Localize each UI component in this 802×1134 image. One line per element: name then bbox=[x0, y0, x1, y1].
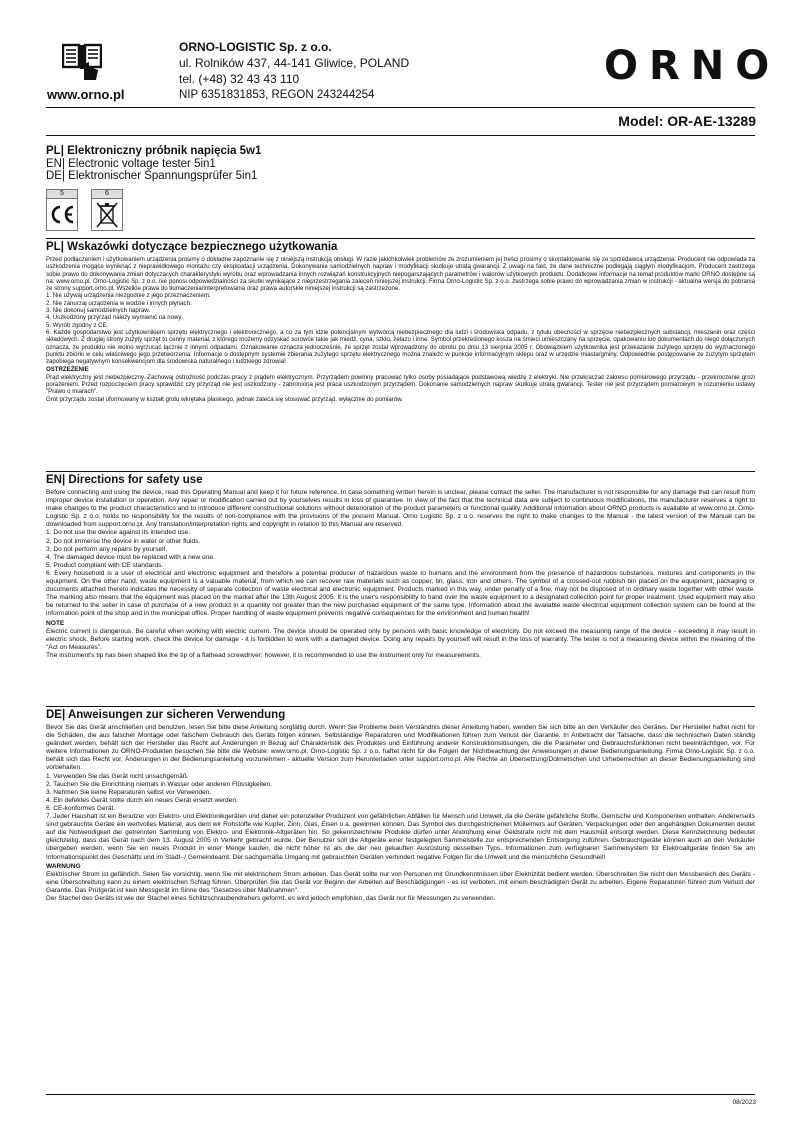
list-item: 4. Ein defektes Gerät sollte durch ein neues Gerät ersetzt werden. bbox=[46, 796, 238, 804]
warning-title: WARNUNG bbox=[46, 862, 81, 870]
icon-number: 6 bbox=[92, 190, 122, 199]
warning-title: NOTE bbox=[46, 619, 65, 627]
website-label[interactable]: www.orno.pl bbox=[47, 87, 125, 102]
section-heading-de: DE| Anweisungen zur sicheren Verwendung bbox=[46, 706, 755, 722]
company-address: ul. Rolników 437, 44-141 Gliwice, POLAND bbox=[179, 56, 410, 70]
instruction-list bbox=[46, 292, 755, 365]
ce-mark-icon bbox=[46, 189, 78, 231]
company-info bbox=[179, 39, 409, 103]
section-body-en bbox=[46, 489, 755, 660]
list-item: 3. Nie dokonuj samodzielnych napraw. bbox=[46, 307, 150, 315]
list-item: 3. Nehmen Sie keine Reparaturen selbst vor Verwenden. bbox=[46, 788, 212, 796]
list-item: 6. Every household is a user of electrical and electronic equipment and therefore a potential producer of hazardous waste to humans and the environment from the presence of hazardous substances, mixtures and components in the equipment. On the other hand, waste equipment is a valuable material, from which we can recover raw materials such as copper, tin, glass, iron and others. The symbol of a crossed-out rubbish bin placed on the equipment, packaging or documents attached thereto indicates the necessity of separate collection of waste electrical and electronic equipment. Products marked in this way, under penalty of a fine, may not be disposed of in ordinary waste together with other waste. The marking also means that the equipment was placed on the market after the 13th August 2005. It is the user's responsibility to hand over the waste equipment to a designated collection point for proper treatment. Used equipment may also be returned to the seller in case of purchase of a new product in a quantity not greater than the new purchased equipment of the same type. Information about the available waste electrical equipment collection system can be found at the information point of the shop and in the municipal office. Proper handling of waste equipment prevents negative consequences for the environment and human health! bbox=[46, 569, 755, 618]
section-heading-pl: PL| Wskazówki dotyczące bezpiecznego użytkowania bbox=[46, 238, 755, 254]
warning-text-2: The instrument's tip has been shaped like the tip of a flathead screwdriver; however, it is recommended to use the instrument only for measurements. bbox=[46, 651, 481, 659]
company-ids: NIP 6351831853, REGON 243244254 bbox=[179, 89, 375, 101]
document-date: 08/2023 bbox=[732, 1099, 756, 1106]
warning-title: OSTRZEŻENIE bbox=[46, 366, 89, 374]
warning-text-2: Der Stachel des Geräts ist wie der Stachel eines Schlitzschraubendrehers geformt, es wird jedoch empfohlen, das Gerät nur für Messungen zu verwenden. bbox=[46, 894, 496, 902]
instruction-list bbox=[46, 529, 755, 618]
section-heading-en: EN| Directions for safety use bbox=[46, 471, 755, 487]
section-body-pl bbox=[46, 256, 755, 403]
list-item: 6. Każde gospodarstwo jest użytkownikiem sprzętu elektrycznego i elektronicznego, a co za tym idzie potencjalnym wytwórcą niebezpiecznego dla ludzi i środowiska odpadu, z tytułu obecności w sprzęcie niebezpiecznych substancji, mieszanin oraz części składowych. Z drugiej strony zużyty sprzęt to cenny materiał, z którego możemy odzyskać surowce takie jak miedź, cyna, szkło, żelazo i inne. Symbol przekreślonego kosza na śmieci umieszczany na sprzęcie, opakowaniu lub dokumentach do niego dołączonych oznacza, że produktu nie wolno wyrzucać łącznie z innymi odpadami. Oznakowanie oznacza jednocześnie, że sprzęt został wprowadzony do obrotu po dniu 13 sierpnia 2005 r. Obowiązkiem użytkownika jest przekazanie zużytego sprzętu do wyznaczonego punktu zbiórki w celu właściwego jego przetworzenia. Informacje o dostępnym systemie zbierania zużytego sprzętu elektrycznego można znaleźć w punkcie informacyjnym sklepu oraz w urzędzie miasta/gminy. Odpowiednie postępowanie ze zużytym sprzętem zapobiega negatywnym konsekwencjom dla środowiska naturalnego i ludzkiego zdrowia! bbox=[46, 328, 755, 366]
company-name: ORNO-LOGISTIC Sp. z o.o. bbox=[179, 40, 332, 54]
model-number: Model: OR-AE-13289 bbox=[618, 113, 756, 129]
list-item: 2. Tauchen Sie die Einrichtung niemals in Wasser oder anderen Flüssigkeiten. bbox=[46, 780, 272, 788]
list-item: 4. The damaged device must be replaced with a new one. bbox=[46, 553, 215, 561]
title-en: EN| Electronic voltage tester 5in1 bbox=[46, 157, 216, 170]
icon-number: 5 bbox=[47, 190, 77, 199]
warning-text: Prąd elektryczny jest niebezpieczny. Zachowaj ostrożność podczas pracy z prądem elektrycznym. Przyrządem powinny pracować tylko osoby posiadające podstawową wiedzę z elektryki. Nie przekraczać zakresu pomiarowego przyrządu - przekroczenie grozi porażeniem. Przed rozpoczęciem pracy sprawdzić czy przyrząd nie jest uszkodzony - zabroniona jest praca uszkodzonym przyrządem. Dokonanie samodzielnych napraw skutkuje utratą gwarancji. Tester nie jest przyrządem pomiarowym w rozumieniu ustawy "Prawo o miarach". bbox=[46, 373, 755, 396]
title-pl: PL| Elektroniczny próbnik napięcia 5w1 bbox=[46, 145, 262, 157]
intro-text: Przed podłączeniem i użytkowaniem urządzenia prosimy o dokładne zapoznanie się z niniejszą instrukcją obsługi. W razie jakichkolwiek problemów ze zrozumieniem jej treści prosimy o skontaktowanie się ze sprzedawcą urządzenia. Producent nie odpowiada za uszkodzenia mogące wyniknąć z nieprawidłowego montażu czy eksploatacji urządzenia. Dokonywanie samodzielnych napraw i modyfikacji skutkuje utratą gwarancji. Z uwagi na fakt, że dane techniczne podlegają ciągłym modyfikacjom, Producent zastrzega sobie prawo do dokonywania zmian dotyczących charakterystyki wyrobu oraz wprowadzania innych rozwiązań konstrukcyjnych niepogarszających parametrów i walorów użytkowych produktu. Dodatkowe informacje na temat produktów marki ORNO dostępne są na: www.orno.pl. Orno-Logistic Sp. z o.o. nie ponosi odpowiedzialności za skutki wynikające z nieprzestrzegania zaleceń niniejszej instrukcji. Firma Orno-Logistic Sp. z o.o. zastrzega sobie prawo do wprowadzania zmian w instrukcji - aktualna wersja do pobrania ze strony support.orno.pl. Wszelkie prawa do tłumaczenia/interpretowania oraz prawa autorskie niniejszej instrukcji są zastrzeżone. bbox=[46, 256, 755, 293]
title-de: DE| Elektronischer Spannungsprüfer 5in1 bbox=[46, 170, 258, 182]
list-item: 4. Uszkodzony przyrząd należy wymienić na nowy. bbox=[46, 314, 183, 322]
list-item: 6. CE-konformes Gerät. bbox=[46, 804, 116, 812]
list-item: 5. Product compliant with CE standards. bbox=[46, 561, 164, 569]
list-item: 2. Nie zanurzaj urządzenia w wodzie i innych płynach. bbox=[46, 299, 192, 307]
list-item: 1. Verwenden Sie das Gerät nicht unsachgemäß. bbox=[46, 772, 189, 780]
header-divider bbox=[46, 107, 755, 108]
list-item: 5. Wyrób zgodny z CE. bbox=[46, 321, 109, 329]
brand-logo: ORNO bbox=[604, 43, 781, 89]
list-item: 2. Do not immerse the device in water or other fluids. bbox=[46, 537, 201, 545]
manual-reading-icon bbox=[62, 42, 102, 82]
warning-text: Elektrischer Strom ist gefährlich. Seien Sie vorsichtig, wenn Sie mit elektrischem Strom arbeiten. Das Gerät sollte nur von Personen mit Grundkenntnissen über Elektrizität bedient werden. Überschreiten Sie nicht den Messbereich des Geräts - eine Überschreitung kann zu einem elektrischen Schlag führen. Überprüfen Sie das Gerät vor Beginn der Arbeiten auf Beschädigungen - es ist verboten, mit einem beschädigten Gerät zu arbeiten. Eigene Reparaturen führen zum Verlust der Garantie. Das Prüfgerät ist kein Messgerät im Sinne des "Gesetzes über Maßnahmen". bbox=[46, 870, 755, 894]
list-item: 7. Jeder Haushalt ist ein Benutzer von Elektro- und Elektronikgeräten und daher ein potenzieller Produzent von gefährlichen Abfällen für Mensch und Umwelt, da die Geräte gefährliche Stoffe, Gemische und Komponenten enthalten. Andererseits sind gebrauchte Geräte ein wertvolles Material, aus dem wir Rohstoffe wie Kupfer, Zinn, Glas, Eisen u.a. gewinnen können. Das Symbol des durchgestrichenen Mülleimers auf Geräten, Verpackungen oder den angehängten Dokumenten deutet auf die Notwendigkeit der getrennten Sammlung von Elektro- und Elektronik-Altgeräten hin. So gekennzeichnete Produkte dürfen unter Androhung einer Geldstrafe nicht mit dem Hausmüll entsorgt werden. Diese Kennzeichnung bedeutet gleichzeitig, dass das Gerät nach dem 13. August 2005 in Verkehr gebracht wurde. Der Benutzer soll die Altgeräte einer festgelegten Sammelstelle zur entsprechenden Entsorgung zuführen. Gebrauchtgeräte können auch an den Verkäufer übergeben werden, wenn Sie ein neues Produkt in einer Menge kaufen, die nicht höher ist als die der neu gekauften Ausrüstung desselben Typs. Informationen zum verfügbaren Sammelsystem für Elektroaltgeräte finden Sie am Informationspunkt des Geschäfts und im Stadt- / Gemeindeamt. Der sachgemäße Umgang mit gebrauchten Geräten verhindert negative Folgen für die Umwelt und die menschliche Gesundheit! bbox=[46, 813, 755, 861]
list-item: 1. Do not use the device against its intended use. bbox=[46, 529, 191, 537]
warning-text: Electric current is dangerous. Be careful when working with electric current. The device should be operated only by persons with basic knowledge of electricity. Do not exceed the measuring range of the device - exceeding it may result in electric shock. Before starting work, check the device for damage - it is forbidden to work with a damaged device. Doing any repairs by yourself will result in the loss of warranty. The tester is not a measuring device within the meaning of the "Act on Measures". bbox=[46, 627, 755, 651]
instruction-list bbox=[46, 773, 755, 862]
intro-text: Before connecting and using the device, read this Operating Manual and keep it for future reference. In case something written herein is unclear, please contact the seller. The manufacturer is not responsible for any damage that can result from improper device installation or operation. Any repair or modification carried out by yourselves results in loss of guarantee. In view of the fact that the technical data are subject to continuous modifications, the manufacturer reserves a right to make changes to the product characteristics and to introduce different constructional solutions without deterioration of the product parameters or functional quality. Additional information about ORNO products is available at www.orno.pl. Orno-Logistic Sp. z o.o. holds no responsibility for the results of non-compliance with the provisions of the present Manual. Orno Logistic Sp. z o.o. reserves the right to make changes to the Manual - the latest version of the Manual can be downloaded from support.orno.pl. Any translation/interpretation rights and copyright in relation to this Manual are reserved. bbox=[46, 489, 755, 529]
list-item: 1. Nie używaj urządzenia niezgodnie z jego przeznaczeniem. bbox=[46, 292, 211, 300]
model-divider bbox=[46, 135, 755, 136]
section-body-de bbox=[46, 724, 755, 903]
product-titles bbox=[46, 145, 261, 183]
footer-divider bbox=[46, 1094, 755, 1095]
intro-text: Bevor Sie das Gerät anschließen und benutzen, lesen Sie bitte diese Anleitung sorgfältig durch. Wenn Sie Probleme beim Verständnis dieser Anleitung haben, wenden Sie sich bitte an den Verkäufer des Gerätes. Der Hersteller haftet nicht für die Schäden, die aus falscher Montage oder falschem Gebrauch des Geräts folgen können. Selbständige Reparaturen und Modifikationen führen zum Verlust der Garantie. In Anbetracht der Tatsache, dass die technischen Daten ständig geändert werden, behält sich der Hersteller das Recht auf Änderungen in Bezug auf Charakteristik des Produktes und Einführung anderer Konstruktionslösungen, die die Parameter und Gebrauchsfunktionen nicht beeinträchtigen, vor. Für weitere Informationen zu ORNO-Produkten besuchen Sie bitte die Website: www.orno.pl. Orno-Logistic Sp. z o.o. haftet nicht für die Folgen der Nichtbeachtung der Anweisungen in dieser Bedienungsanleitung. Firma Orno-Logistic Sp. z o.o. behält sich das Recht vor, Änderungen in der Bedienungsanleitung vorzunehmen - aktuelle Version zum Herunterladen unter support.orno.pl. Alle Rechte an Übersetzung/Dolmetschen und Urheberrechten an dieser Bedienungsanleitung sind vorbehalten. bbox=[46, 724, 755, 772]
list-item: 3. Do not perform any repairs by yourself. bbox=[46, 545, 168, 553]
weee-crossed-bin-icon bbox=[91, 189, 123, 231]
warning-text-2: Grot przyrządu został uformowany w kształt grotu wkrętaka płaskiego, jednak zaleca się stosować przyrząd, wyłącznie do pomiarów. bbox=[46, 395, 403, 403]
company-phone: tel. (+48) 32 43 43 110 bbox=[179, 72, 300, 86]
